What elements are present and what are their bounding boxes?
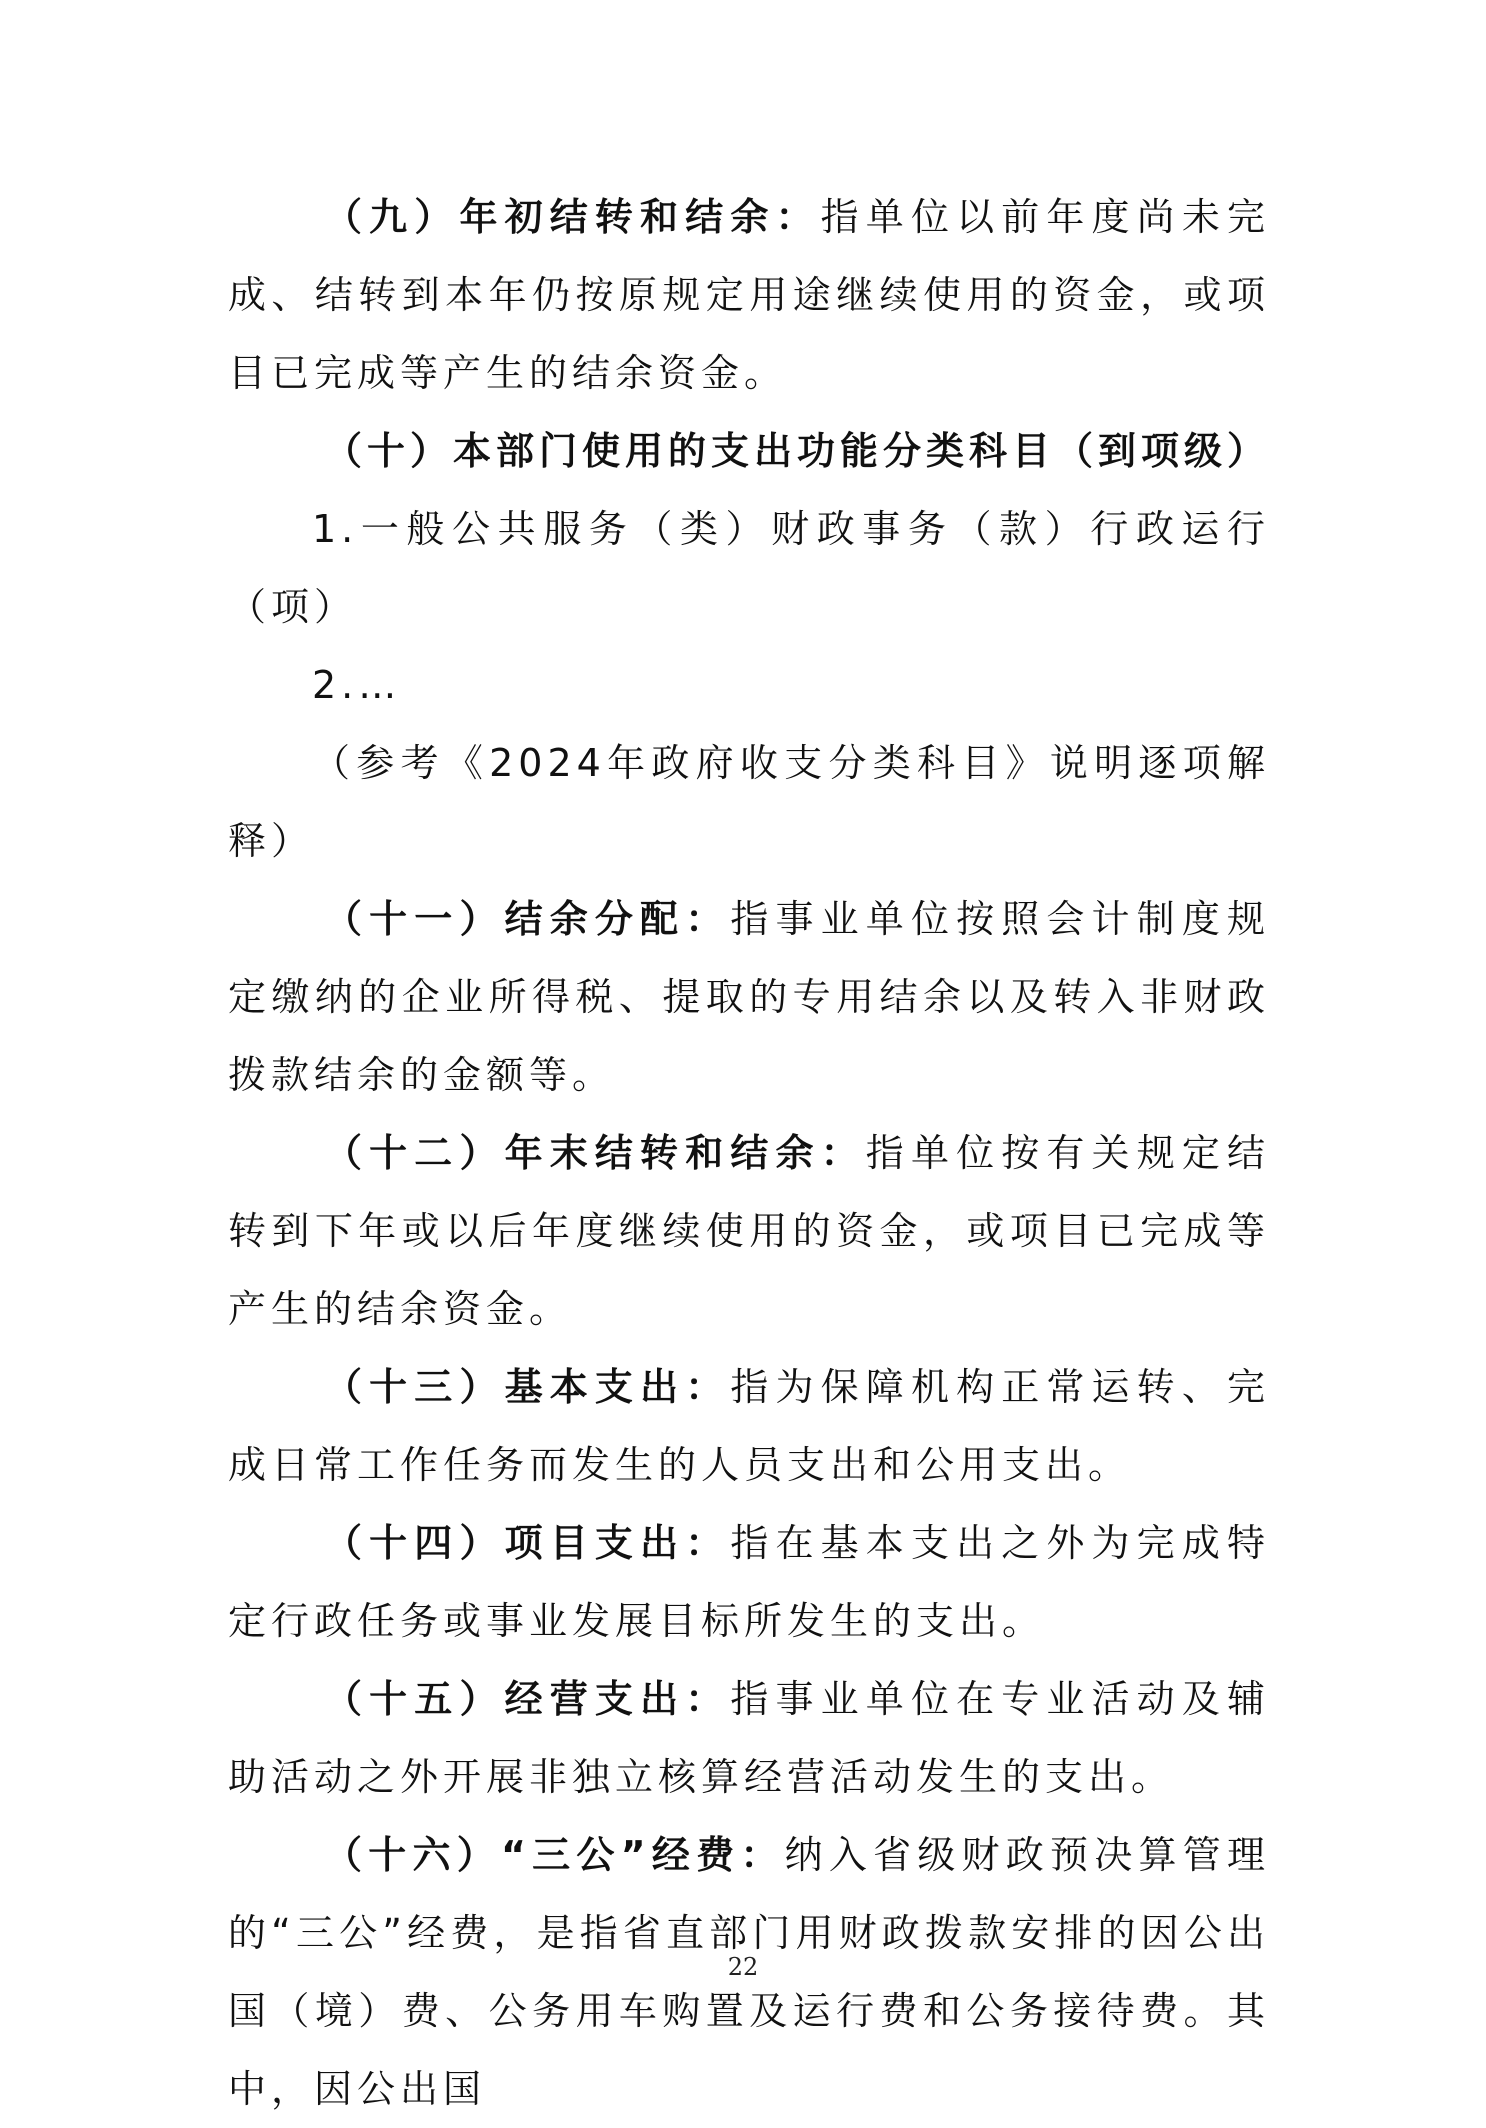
paragraph-text: 指单位按有关规定结转到下年或以后年度继续使用的资金，或项目已完成等产生的结余资金。 [228, 1131, 1270, 1331]
paragraph-text: 指事业单位按照会计制度规定缴纳的企业所得税、提取的专用结余以及转入非财政拨款结余的金额等。 [228, 897, 1270, 1097]
list-item-1 [228, 490, 1270, 646]
paragraph-lead: （十）本部门使用的支出功能分类科目（到项级） [324, 429, 1271, 473]
paragraph-text: 指单位以前年度尚未完成、结转到本年仍按原规定用途继续使用的资金，或项目已完成等产生的结余资金。 [228, 195, 1270, 395]
paragraph-lead: （十四）项目支出： [324, 1521, 731, 1565]
paragraph-lead: （十三）基本支出： [324, 1365, 731, 1409]
paragraph-item-12 [228, 1114, 1270, 1348]
paragraph-item-11 [228, 880, 1270, 1114]
paragraph-lead: （十一）结余分配： [324, 897, 731, 941]
list-item-2 [228, 646, 1270, 724]
paragraph-text: 2.… [312, 663, 402, 707]
paragraph-lead: （十二）年末结转和结余： [324, 1131, 866, 1175]
document-body [228, 178, 1270, 2128]
paragraph-item-14 [228, 1504, 1270, 1660]
reference-note [228, 724, 1270, 880]
paragraph-item-10 [228, 412, 1270, 490]
paragraph-item-13 [228, 1348, 1270, 1504]
paragraph-lead: （十五）经营支出： [324, 1677, 731, 1721]
paragraph-text: 指在基本支出之外为完成特定行政任务或事业发展目标所发生的支出。 [228, 1521, 1270, 1643]
paragraph-text: 指事业单位在专业活动及辅助活动之外开展非独立核算经营活动发生的支出。 [228, 1677, 1270, 1799]
page-number: 22 [727, 1953, 759, 1981]
paragraph-lead: （十六）“三公”经费： [324, 1833, 785, 1877]
paragraph-text: 指为保障机构正常运转、完成日常工作任务而发生的人员支出和公用支出。 [228, 1365, 1270, 1487]
paragraph-text: （参考《2024年政府收支分类科目》说明逐项解释） [228, 741, 1270, 863]
paragraph-text: 纳入省级财政预决算管理的“三公”经费，是指省直部门用财政拨款安排的因公出国（境）费、公务用车购置及运行费和公务接待费。其中，因公出国 [228, 1833, 1270, 2111]
paragraph-item-9 [228, 178, 1270, 412]
paragraph-item-15 [228, 1660, 1270, 1816]
paragraph-text: 1.一般公共服务（类）财政事务（款）行政运行（项） [228, 507, 1270, 629]
paragraph-lead: （九）年初结转和结余： [324, 195, 821, 239]
